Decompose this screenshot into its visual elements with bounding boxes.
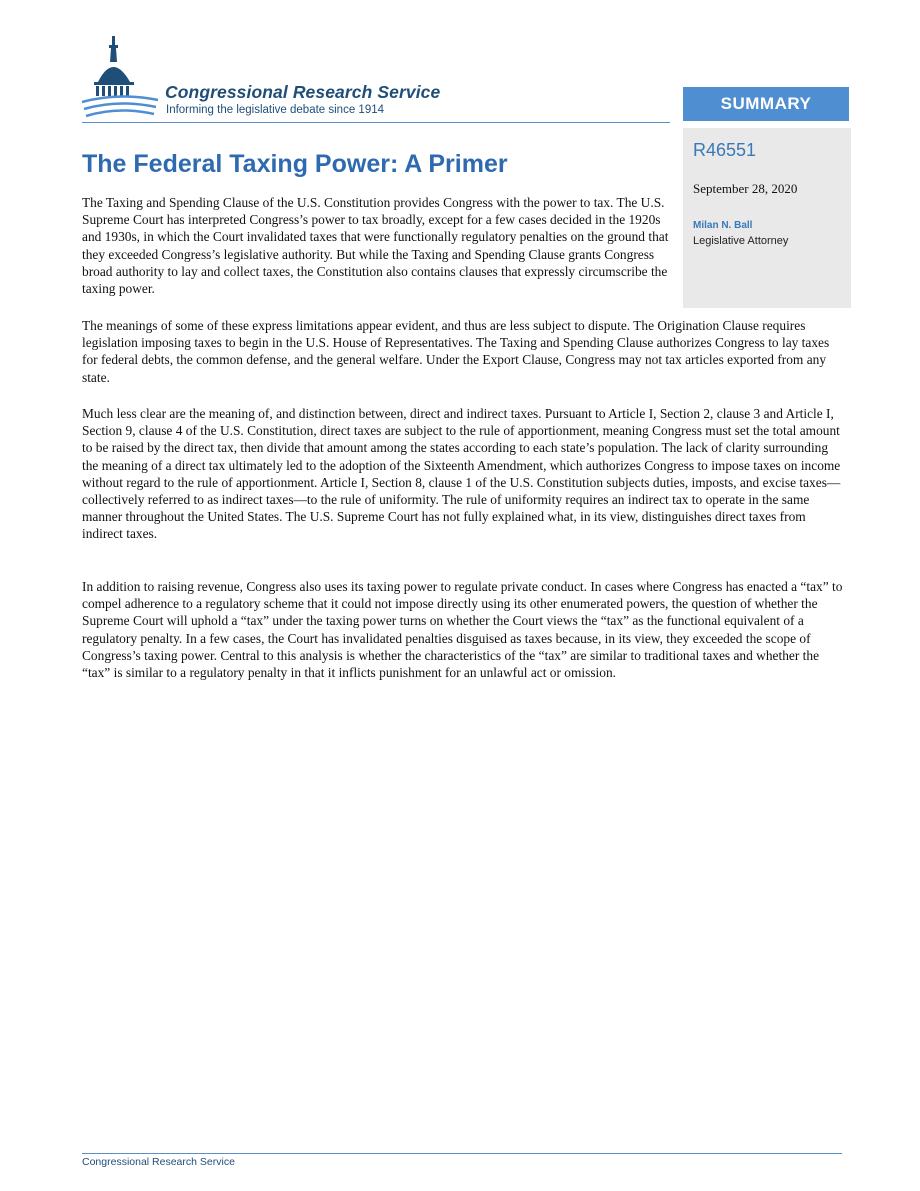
summary-paragraph-3: Much less clear are the meaning of, and distinction between, direct and indirect taxes. Pursuant to Article I, Section 2, clause 3 and Article I, Section 9, clause 4 of the U.S. Constitution, direct taxes are subject to the rule of apportionment, meaning Congress must set the total amount to be raised by the direct tax, then divide that amount among the states according to each state’s population. The lack of clarity surrounding the meaning of a direct tax ultimately led to the adoption of the Sixteenth Amendment, which authorizes Congress to impose taxes on income without regard to the rule of apportionment. Article I, Section 8, clause 1 of the U.S. Constitution subjects duties, imposts, and excise taxes—collectively referred to as indirect taxes—to the rule of uniformity. The rule of uniformity requires an indirect tax to operate in the same manner throughout the United States. The U.S. Supreme Court has not fully explained what, in its view, distinguishes direct taxes from indirect taxes. [82, 406, 841, 542]
author-title: Legislative Attorney [693, 235, 789, 247]
summary-paragraph-4: In addition to raising revenue, Congress also uses its taxing power to regulate private conduct. In cases where Congress has enacted a “tax” to compel adherence to a regulatory scheme that it could not impose directly using its other enumerated powers, the question of whether the Supreme Court will uphold a “tax” under the taxing power turns on whether the Court views the “tax” as the functional equivalent of a regulatory penalty. In a few cases, the Court has invalidated penalties disguised as taxes because, in its view, they exceeded the scope of Congress’s taxing power. Central to this analysis is whether the characteristics of the “tax” are similar to traditional taxes and whether the “tax” is similar to a regulatory penalty in that it inflicts punishment for an unlawful act or omission. [82, 579, 843, 681]
report-date: September 28, 2020 [693, 181, 798, 196]
summary-paragraph-2: The meanings of some of these express limitations appear evident, and thus are less subject to dispute. The Origination Clause requires legislation imposing taxes to begin in the U.S. House of Representatives. The Taxing and Spending Clause authorizes Congress to lay taxes for federal debts, the common defense, and the general welfare. Under the Export Clause, Congress may not tax articles exported from any state. [82, 318, 830, 385]
org-name: Congressional Research Service [165, 82, 441, 102]
capitol-dome-icon [78, 32, 168, 127]
summary-sidebar [683, 128, 851, 308]
footer-org-name: Congressional Research Service [82, 1156, 235, 1168]
report-id: R46551 [693, 140, 757, 160]
header-divider [82, 122, 670, 123]
author-name: Milan N. Ball [693, 220, 753, 231]
crs-logo [78, 32, 478, 127]
page-title: The Federal Taxing Power: A Primer [82, 150, 508, 178]
org-tagline: Informing the legislative debate since 1914 [166, 104, 385, 116]
summary-tab: SUMMARY [683, 87, 849, 121]
summary-paragraph-1: The Taxing and Spending Clause of the U.S. Constitution provides Congress with the power to tax. The U.S. Supreme Court has interpreted Congress’s power to tax broadly, except for a few cases decided in the 1920s and 1930s, in which the Court invalidated taxes that were functionally regulatory penalties on the ground that they exceeded Congress’s legislative authority. But while the Taxing and Spending Clause grants Congress broad authority to lay and collect taxes, the Constitution also contains clauses that expressly circumscribe the taxing power. [82, 195, 669, 297]
footer-divider [82, 1153, 842, 1154]
